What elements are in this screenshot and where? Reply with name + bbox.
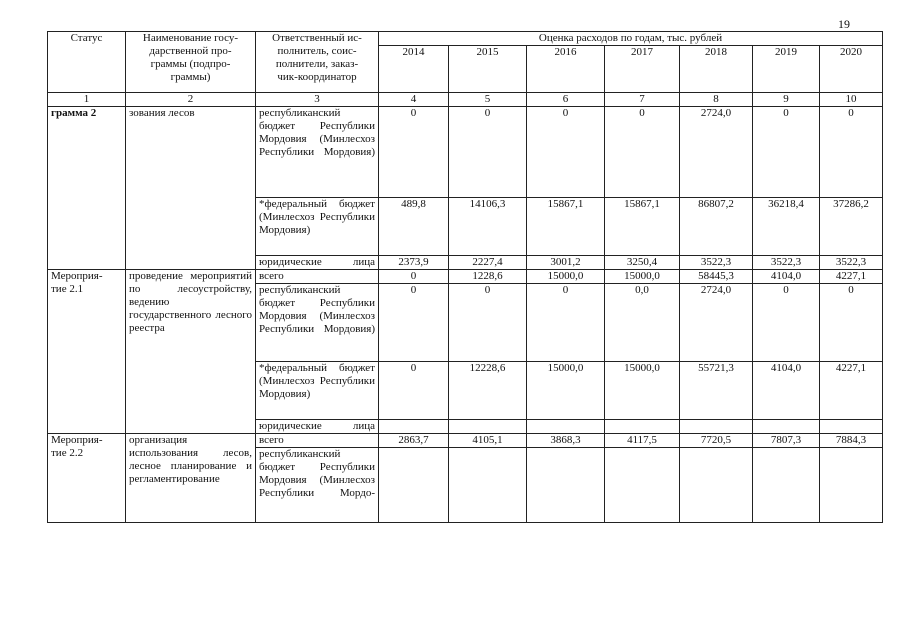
header-program: Наименование госу- дарственной про- граммы (подпро- граммы) [126,32,256,93]
value-cell: 0 [379,270,449,284]
value-cell: 15000,0 [605,362,680,420]
value-cell [680,420,753,434]
value-cell: 4105,1 [449,434,527,448]
funding-source-cell: *федеральный бюджет (Минлесхоз Республики Мордовия) [256,362,379,420]
year-header: 2019 [753,46,820,93]
value-cell: 0 [379,362,449,420]
funding-source-cell: республиканский бюджет Республики Мордовия (Минлесхоз Республики Мордо- [256,448,379,523]
value-cell: 7807,3 [753,434,820,448]
header-executor: Ответственный ис- полнитель, соис- полнители, заказ- чик-координатор [256,32,379,93]
value-cell: 12228,6 [449,362,527,420]
value-cell: 15867,1 [527,198,605,256]
table-row [48,434,883,448]
value-cell: 0 [527,107,605,198]
column-number-row [48,93,883,107]
column-number: 3 [256,93,379,107]
value-cell: 0 [820,107,883,198]
value-cell: 14106,3 [449,198,527,256]
value-cell: 0 [379,107,449,198]
value-cell: 3522,3 [680,256,753,270]
year-header: 2018 [680,46,753,93]
column-number: 8 [680,93,753,107]
year-header: 2016 [527,46,605,93]
value-cell [449,420,527,434]
value-cell: 2724,0 [680,284,753,362]
funding-source-cell: всего [256,434,379,448]
column-number: 5 [449,93,527,107]
page-number: 19 [838,17,850,31]
value-cell: 15000,0 [527,362,605,420]
table-row [48,270,883,284]
value-cell: 2373,9 [379,256,449,270]
value-cell: 3868,3 [527,434,605,448]
value-cell: 7884,3 [820,434,883,448]
value-cell [753,448,820,523]
value-cell: 3522,3 [820,256,883,270]
program-name-cell: проведение мероприятий по лесоустройству, ведению государственного лесного реестра [126,270,256,434]
value-cell: 0,0 [605,284,680,362]
value-cell: 55721,3 [680,362,753,420]
value-cell: 4104,0 [753,270,820,284]
value-cell: 0 [605,107,680,198]
value-cell: 0 [379,284,449,362]
table-row [48,107,883,198]
value-cell: 15000,0 [605,270,680,284]
column-number: 10 [820,93,883,107]
year-header: 2014 [379,46,449,93]
value-cell: 0 [527,284,605,362]
value-cell [753,420,820,434]
value-cell: 7720,5 [680,434,753,448]
value-cell: 0 [753,107,820,198]
value-cell: 36218,4 [753,198,820,256]
value-cell [680,448,753,523]
program-name-cell: зования лесов [126,107,256,270]
column-number: 6 [527,93,605,107]
value-cell: 489,8 [379,198,449,256]
year-header: 2017 [605,46,680,93]
column-number: 4 [379,93,449,107]
funding-source-cell: юридические лица [256,420,379,434]
header-status: Статус [48,32,126,93]
value-cell [605,448,680,523]
program-name-cell: организация использования лесов, лесное планирование и регламентирование [126,434,256,523]
value-cell: 3522,3 [753,256,820,270]
value-cell: 86807,2 [680,198,753,256]
value-cell [820,420,883,434]
value-cell: 4117,5 [605,434,680,448]
value-cell: 58445,3 [680,270,753,284]
value-cell [379,420,449,434]
year-header: 2020 [820,46,883,93]
value-cell: 1228,6 [449,270,527,284]
funding-source-cell: всего [256,270,379,284]
expense-table [47,31,883,523]
value-cell: 4104,0 [753,362,820,420]
column-number: 1 [48,93,126,107]
value-cell: 3250,4 [605,256,680,270]
funding-source-cell: юридические лица [256,256,379,270]
status-cell: Мероприя- тие 2.1 [48,270,126,434]
value-cell [527,420,605,434]
status-cell: грамма 2 [48,107,126,270]
value-cell: 0 [820,284,883,362]
header-row-top [48,32,883,46]
column-number: 2 [126,93,256,107]
value-cell: 3001,2 [527,256,605,270]
value-cell: 0 [449,107,527,198]
value-cell: 4227,1 [820,270,883,284]
status-cell: Мероприя- тие 2.2 [48,434,126,523]
value-cell: 15867,1 [605,198,680,256]
value-cell: 0 [449,284,527,362]
value-cell: 2863,7 [379,434,449,448]
value-cell: 2227,4 [449,256,527,270]
funding-source-cell: *федеральный бюджет (Минлесхоз Республики Мордовия) [256,198,379,256]
year-header: 2015 [449,46,527,93]
value-cell: 15000,0 [527,270,605,284]
value-cell [605,420,680,434]
column-number: 9 [753,93,820,107]
value-cell: 2724,0 [680,107,753,198]
column-number: 7 [605,93,680,107]
value-cell: 37286,2 [820,198,883,256]
value-cell [449,448,527,523]
value-cell [379,448,449,523]
funding-source-cell: республиканский бюджет Республики Мордовия (Минлесхоз Республики Мордовия) [256,107,379,198]
header-expenses: Оценка расходов по годам, тыс. рублей [379,32,883,46]
funding-source-cell: республиканский бюджет Республики Мордовия (Минлесхоз Республики Мордовия) [256,284,379,362]
value-cell: 0 [753,284,820,362]
value-cell [527,448,605,523]
value-cell: 4227,1 [820,362,883,420]
value-cell [820,448,883,523]
